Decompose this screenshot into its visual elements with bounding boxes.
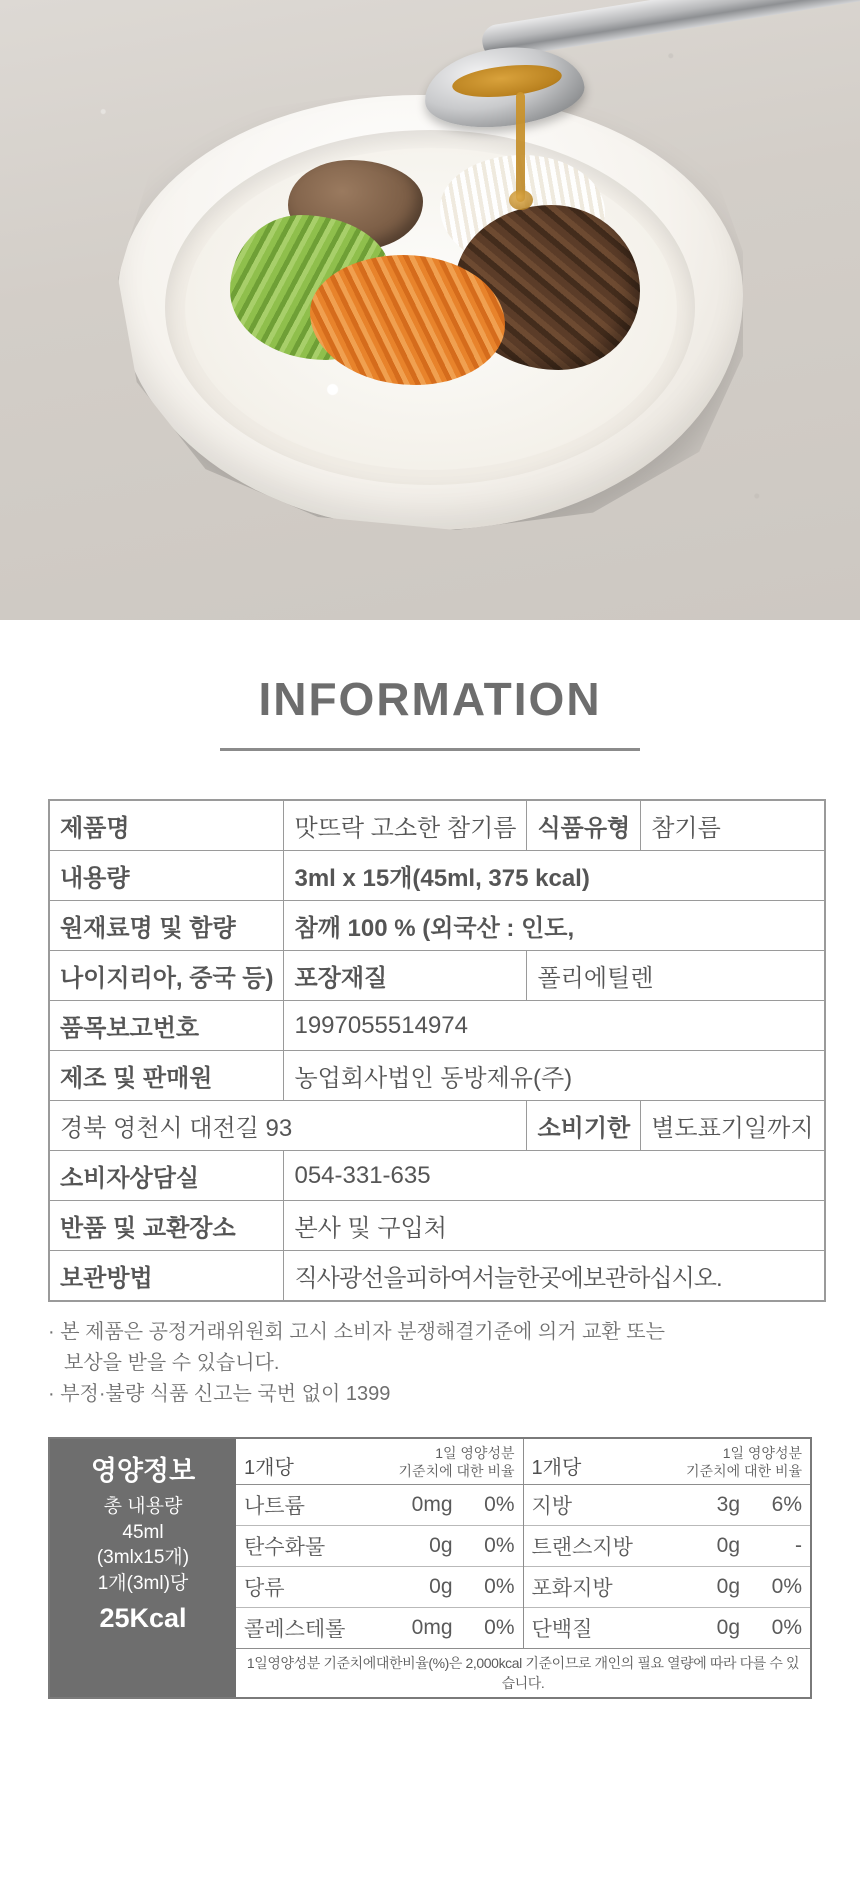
product-info-table: [48, 799, 826, 1302]
cell-value-address: 경북 영천시 대전길 93: [49, 1101, 527, 1151]
nutrient-amount: 0g: [429, 1534, 453, 1557]
nutrition-row: [236, 1567, 523, 1608]
cell-label-return-place: 반품 및 교환장소: [49, 1201, 284, 1251]
nutrient-name: 단백질: [531, 1618, 593, 1641]
table-row: [49, 1051, 825, 1101]
nutrient-percent: 0%: [484, 1575, 515, 1598]
nutrient-percent: -: [795, 1534, 802, 1557]
table-row: [49, 901, 825, 951]
cell-value-report-number: 1997055514974: [284, 1001, 825, 1051]
cell-label-food-type: 식품유형: [527, 800, 641, 851]
table-row: [49, 1101, 825, 1151]
nutrient-amount: 0g: [716, 1616, 740, 1639]
nutrient-amount: 3g: [716, 1493, 740, 1516]
cell-label-ingredients: 원재료명 및 함량: [49, 901, 284, 951]
per-serving-label: 1개당: [531, 1457, 582, 1479]
nutrient-percent: 6%: [771, 1493, 802, 1516]
page-title: INFORMATION: [258, 673, 602, 725]
nutrient-percent: 0%: [771, 1616, 802, 1639]
nutrient-name: 나트륨: [244, 1495, 305, 1518]
note-line-2: 보상을 받을 수 있습니다.: [64, 1352, 280, 1374]
nutrient-amount: 0mg: [411, 1493, 453, 1516]
table-row: [49, 1001, 825, 1051]
nutrient-name: 트랜스지방: [531, 1536, 633, 1559]
nutrient-amount: 0g: [716, 1575, 740, 1598]
table-row: [49, 1251, 825, 1302]
sesame-oil-drop: [509, 190, 533, 210]
title-divider: [220, 748, 640, 751]
nutrition-title: 영양정보: [90, 1456, 196, 1486]
table-row: [49, 851, 825, 901]
cell-label-expiry: 소비기한: [527, 1101, 641, 1151]
table-row: [49, 1201, 825, 1251]
nutrient-name: 지방: [531, 1495, 573, 1518]
information-header: [0, 620, 860, 751]
cell-value-volume: 3ml x 15개(45ml, 375 kcal): [284, 851, 825, 901]
nutrient-name: 당류: [244, 1577, 285, 1600]
nutrition-total-detail: (3mlx15개): [96, 1547, 190, 1569]
cell-label-report-number: 품목보고번호: [49, 1001, 284, 1051]
daily-value-label-line2: 기준치에 대한 비율: [398, 1462, 515, 1479]
daily-value-label: [399, 1445, 515, 1480]
nutrition-row: [236, 1526, 523, 1567]
nutrient-percent: 0%: [484, 1616, 515, 1639]
nutrition-total-volume: 45ml: [122, 1521, 164, 1543]
nutrition-serving: 1개(3ml)당: [97, 1572, 189, 1594]
cell-value-food-type: 참기름: [641, 800, 825, 851]
nutrition-row: [524, 1567, 811, 1608]
sesame-oil-stream: [516, 92, 525, 202]
daily-value-label-line1: 1일 영양성분: [435, 1445, 515, 1461]
nutrient-name: 콜레스테롤: [244, 1618, 346, 1641]
cell-value-storage: 직사광선을피하여서늘한곳에보관하십시오.: [284, 1251, 825, 1302]
nutrition-row: [524, 1526, 811, 1567]
nutrition-column-right: [523, 1439, 811, 1648]
nutrition-row: [524, 1608, 811, 1648]
nutrition-column-right-header: [524, 1439, 811, 1485]
nutrient-amount: 0g: [429, 1575, 453, 1598]
cell-label-consumer-center: 소비자상담실: [49, 1151, 284, 1201]
table-row: [49, 1151, 825, 1201]
legal-notes: [48, 1318, 812, 1409]
cell-label-manufacturer: 제조 및 판매원: [49, 1051, 284, 1101]
nutrition-columns: [236, 1439, 810, 1648]
daily-value-label-line2: 기준치에 대한 비율: [686, 1462, 802, 1479]
cell-value-ingredients-line2: 나이지리아, 중국 등): [49, 951, 284, 1001]
per-serving-label: 1개당: [244, 1457, 294, 1479]
nutrition-facts-panel: [48, 1437, 812, 1699]
cell-value-package-material: 폴리에틸렌: [527, 951, 825, 1001]
cell-value-expiry: 별도표기일까지: [641, 1101, 825, 1151]
nutrient-percent: 0%: [771, 1575, 802, 1598]
cell-label-storage: 보관방법: [49, 1251, 284, 1302]
daily-value-label-line1: 1일 영양성분: [722, 1445, 802, 1461]
product-hero-image: [0, 0, 860, 620]
nutrition-details: [236, 1439, 810, 1697]
cell-value-manufacturer: 농업회사법인 동방제유(주): [284, 1051, 825, 1101]
note-line-1: · 본 제품은 공정거래위원회 고시 소비자 분쟁해결기준에 의거 교환 또는: [48, 1321, 665, 1343]
nutrition-row: [236, 1608, 523, 1648]
nutrition-column-left-header: [236, 1439, 523, 1485]
nutrient-percent: 0%: [484, 1493, 515, 1516]
nutrient-percent: 0%: [484, 1534, 515, 1557]
cell-label-package-material: 포장재질: [284, 951, 527, 1001]
nutrient-name: 포화지방: [531, 1577, 613, 1600]
nutrition-footnote: 1일영양성분 기준치에대한비율(%)은 2,000kcal 기준이므로 개인의 필요 열량에 따라 다를 수 있습니다.: [236, 1648, 810, 1697]
nutrition-row: [236, 1485, 523, 1526]
nutrition-kcal: 25Kcal: [99, 1602, 187, 1633]
cell-label-product-name: 제품명: [49, 800, 284, 851]
cell-label-volume: 내용량: [49, 851, 284, 901]
nutrient-amount: 0g: [716, 1534, 740, 1557]
table-row: [49, 800, 825, 851]
cell-value-return-place: 본사 및 구입처: [284, 1201, 825, 1251]
cell-value-consumer-center: 054-331-635: [284, 1151, 825, 1201]
nutrient-amount: 0mg: [411, 1616, 453, 1639]
cell-value-ingredients-line1: 참깨 100 % (외국산 : 인도,: [284, 901, 825, 951]
cell-value-product-name: 맛뜨락 고소한 참기름: [284, 800, 527, 851]
note-line-3: · 부정·불량 식품 신고는 국번 없이 1399: [48, 1383, 391, 1405]
nutrient-name: 탄수화물: [244, 1536, 326, 1559]
nutrition-total-label: 총 내용량: [103, 1496, 183, 1517]
daily-value-label: [686, 1445, 802, 1480]
nutrition-summary: [50, 1439, 236, 1697]
nutrition-row: [524, 1485, 811, 1526]
nutrition-column-left: [236, 1439, 523, 1648]
table-row: [49, 951, 825, 1001]
